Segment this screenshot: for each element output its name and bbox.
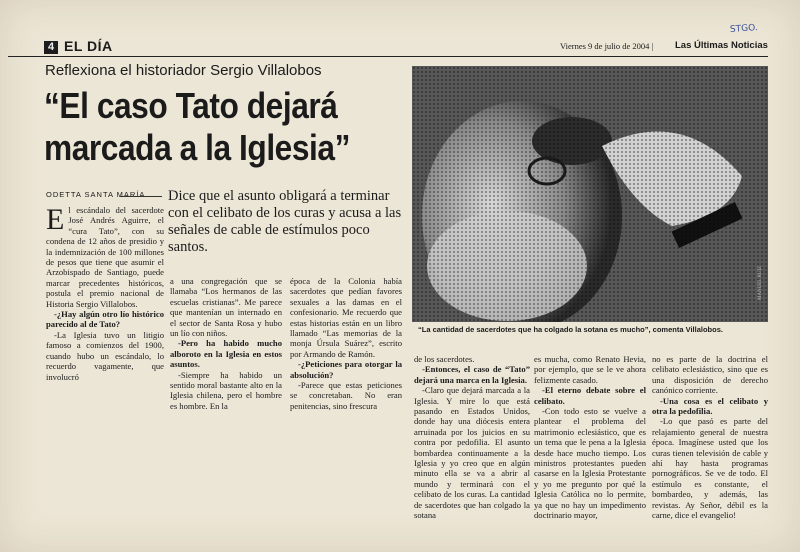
- drop-cap: E: [46, 205, 65, 236]
- paragraph: -La Iglesia tuvo un litigio famoso a comienzos del 1900, cuando hubo un escándalo, lo recuerdo vagamente, que involucró: [46, 329, 164, 382]
- body-column-1: [46, 205, 164, 550]
- paragraph: no es parte de la doctrina el celibato eclesiástico, sino que es una disposición de derecho canónico corriente.: [652, 354, 768, 396]
- paragraph: -Con todo esto se vuelve a plantear el problema del matrimonio eclesiástico, que es un tema que le pena a la Iglesia desde hace mucho tiempo. Los ministros protestantes pueden casarse en la Iglesia Protestante y yo me pregunto por qué la Iglesia Católica no lo permite, ya que no hay un impedimento doctrinario mayor,: [534, 406, 646, 521]
- question: -¿Peticiones para otorgar la absolución?: [290, 359, 402, 380]
- header-rule: [8, 40, 768, 57]
- portrait-photo: [412, 66, 768, 322]
- body-column-4: [414, 354, 530, 550]
- paragraph: -Parece que estas peticiones se concretaban. No eran penitencias, sino frescura: [290, 380, 402, 411]
- byline: ODETTA SANTA MARÍA: [46, 190, 146, 199]
- kicker: Reflexiona el historiador Sergio Villalobos: [45, 62, 322, 79]
- photo-credit: MANUEL RUIZ: [758, 265, 763, 300]
- paragraph: -Claro que dejará marcada a la Iglesia. Y mire lo que está pasando en Estados Unidos, donde hay una diócesis entera arruinada por los juicios en su contra por pedofilia. El asunto bombardea continuamente a la Iglesia y yo creo que en algún minuto ella se va a abrir al mundo y terminará con el celibato de los curas. La cantidad de sacerdotes que han colgado la sotana: [414, 385, 530, 521]
- question: -Pero ha habido mucho alboroto en la Iglesia en estos asuntos.: [170, 338, 282, 370]
- paragraph: -Siempre ha habido un sentido moral bastante alto en la Iglesia chilena, pero el hombre es hombre. En la: [170, 369, 282, 411]
- paragraph: -Lo que pasó es parte del relajamiento general de nuestra época. Imagínese usted que los curas tienen televisión de cable y ahí hay hasta programas pornográficos. Se ve de todo. El estímulo es constante, el bombardeo, y además, las revistas. Ay Señor, débil es la carne, dice el evangelio!: [652, 416, 768, 521]
- body-column-6: [652, 354, 768, 550]
- body-column-2: [170, 276, 282, 550]
- dateline: Viernes 9 de julio de 2004 |: [560, 41, 654, 51]
- body-column-3: [290, 276, 402, 550]
- paragraph: es mucha, como Renato Hevia, por ejemplo, que se le ve ahora felizmente casado.: [534, 354, 646, 385]
- page-number-badge: 4: [44, 41, 58, 54]
- portrait-halftone-image: [412, 66, 768, 322]
- paragraph: época de la Colonia había sacerdotes que pedían favores sexuales a las damas en el confesionario. Me recuerdo que estas historias están en un libro llamado “Las memorias de la monja Úrsula Suárez”, escrito por Armando de Ramón.: [290, 276, 402, 359]
- question: -Entonces, el caso de “Tato” dejará una marca en la Iglesia.: [414, 364, 530, 385]
- paragraph: a una congregación que se llamaba “Los hermanos de las escuelas cristianas”. Me parece que mantenían un internado en el sector de Santa Rosa y hubo un lío con niños.: [170, 276, 282, 339]
- photo-caption: “La cantidad de sacerdotes que ha colgado la sotana es mucho”, comenta Villalobos.: [418, 325, 723, 334]
- question: -El eterno debate sobre el celibato.: [534, 385, 646, 406]
- section-title: EL DÍA: [64, 38, 113, 54]
- headline: “El caso Tato dejará marcada a la Iglesia”: [44, 85, 350, 168]
- body-column-5: [534, 354, 646, 550]
- question: -Una cosa es el celibato y otra la pedofilia.: [652, 395, 768, 417]
- deck: Dice que el asunto obligará a terminar con el celibato de los curas y acusa a las señales de cable de estímulos poco santos.: [168, 188, 402, 255]
- handwritten-stamp: STGO.: [729, 23, 759, 35]
- paragraph: de los sacerdotes.: [414, 354, 475, 364]
- paragraph: l escándalo del sacerdote José Andrés Aguirre, el “cura Tato”, con su condena de 12 años de presidio y la indemnización de 100 millones de pesos que tiene que asumir el Arzobispado de Santiago, puede marcar precedentes históricos, postula el premio nacional de Historia Sergio Villalobos.: [46, 205, 164, 309]
- newspaper-name: Las Últimas Noticias: [675, 40, 768, 51]
- byline-rule: [120, 196, 162, 197]
- question: -¿Hay algún otro lío histórico parecido al de Tato?: [46, 309, 164, 330]
